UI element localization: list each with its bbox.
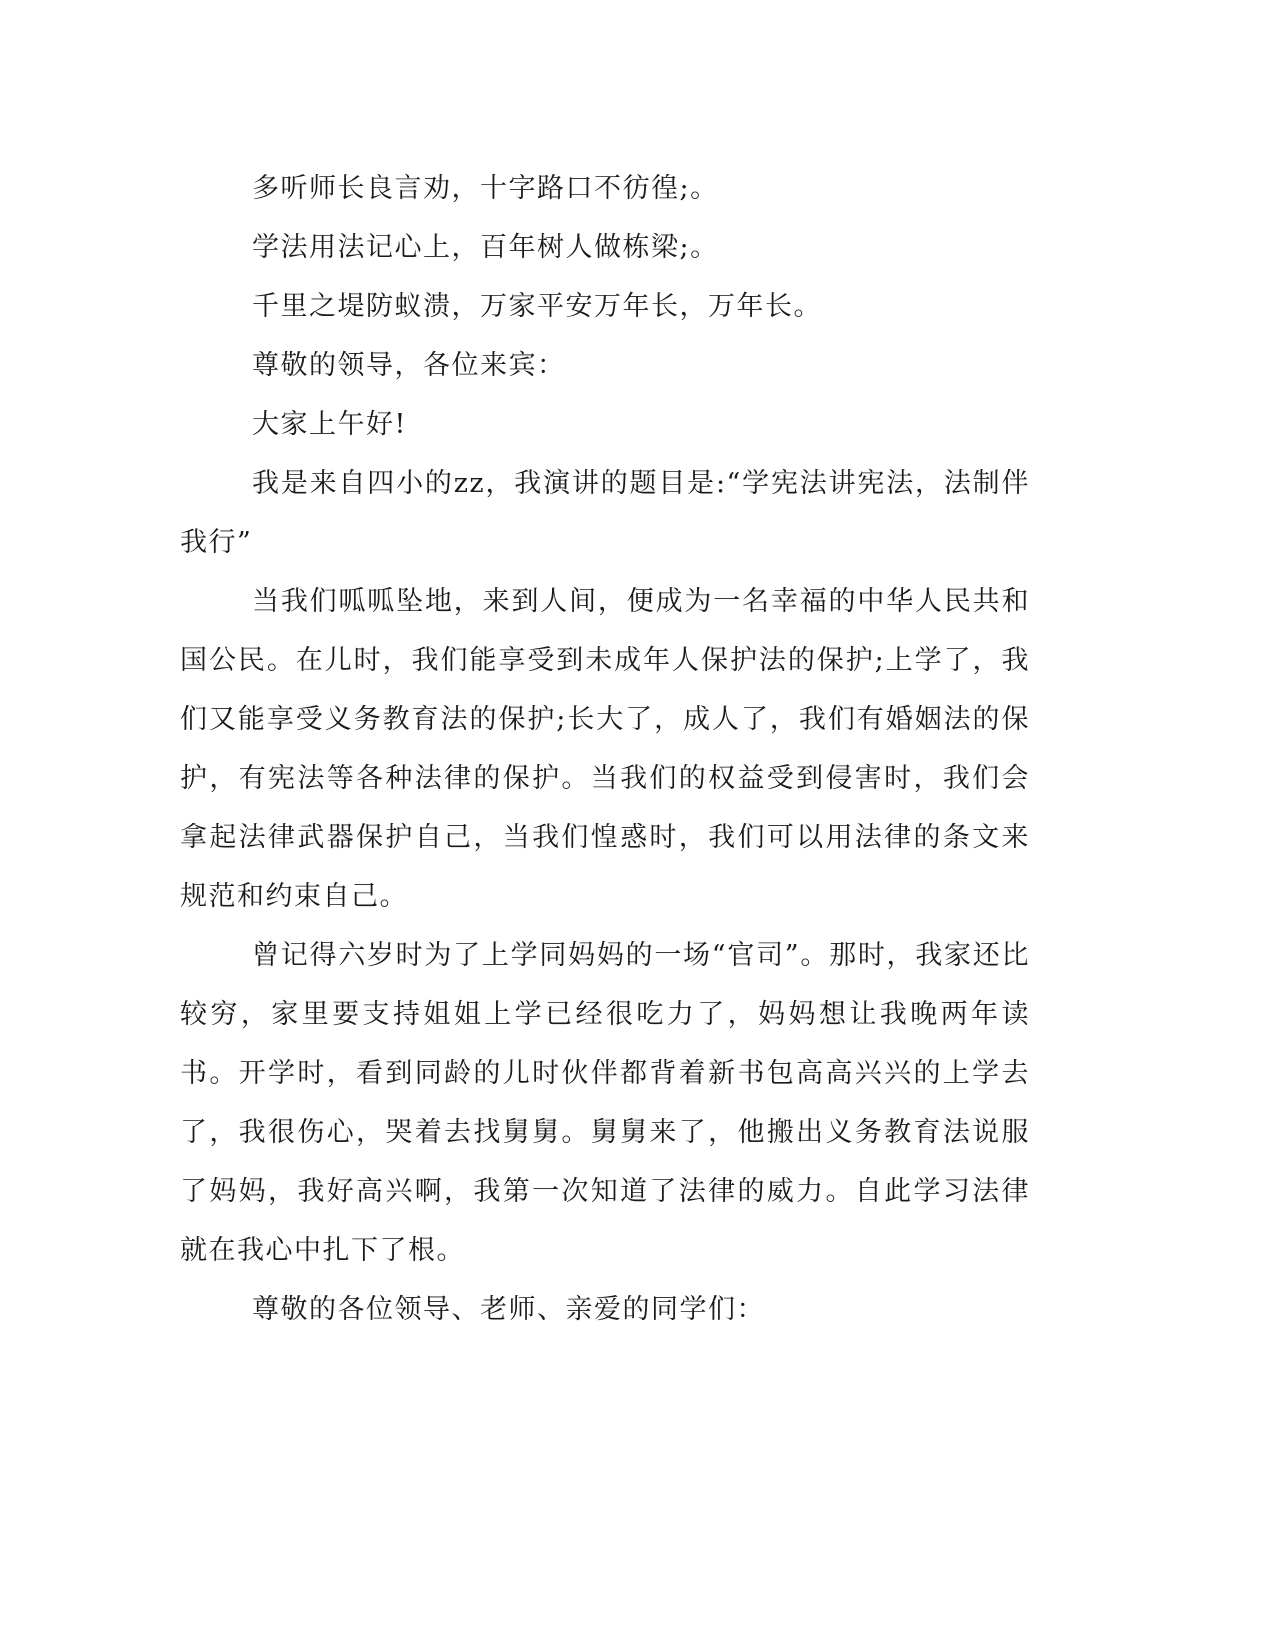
- document-body: [180, 159, 1030, 1339]
- salutation: 尊敬的领导，各位来宾：: [252, 350, 566, 381]
- paragraph: 千里之堤防蚁溃，万家平安万年长，万年长。: [252, 291, 822, 322]
- paragraph: 我是来自四小的zz，我演讲的题目是:“学宪法讲宪法，法制伴我行”: [180, 468, 1030, 558]
- paragraph: 学法用法记心上，百年树人做栋梁;。: [252, 232, 719, 263]
- salutation: 尊敬的各位领导、老师、亲爱的同学们：: [252, 1294, 765, 1325]
- paragraph: 多听师长良言劝，十字路口不彷徨;。: [252, 173, 719, 204]
- paragraph: 曾记得六岁时为了上学同妈妈的一场“官司”。那时，我家还比较穷，家里要支持姐姐上学已经很吃力了，妈妈想让我晚两年读书。开学时，看到同龄的儿时伙伴都背着新书包高高兴兴的上学去了，我很伤心，哭着去找舅舅。舅舅来了，他搬出义务教育法说服了妈妈，我好高兴啊，我第一次知道了法律的威力。自此学习法律就在我心中扎下了根。: [180, 940, 1030, 1266]
- greeting: 大家上午好!: [252, 409, 407, 440]
- paragraph: 当我们呱呱坠地，来到人间，便成为一名幸福的中华人民共和国公民。在儿时，我们能享受到未成年人保护法的保护;上学了，我们又能享受义务教育法的保护;长大了，成人了，我们有婚姻法的保护，有宪法等各种法律的保护。当我们的权益受到侵害时，我们会拿起法律武器保护自己，当我们惶惑时，我们可以用法律的条文来规范和约束自己。: [180, 586, 1030, 912]
